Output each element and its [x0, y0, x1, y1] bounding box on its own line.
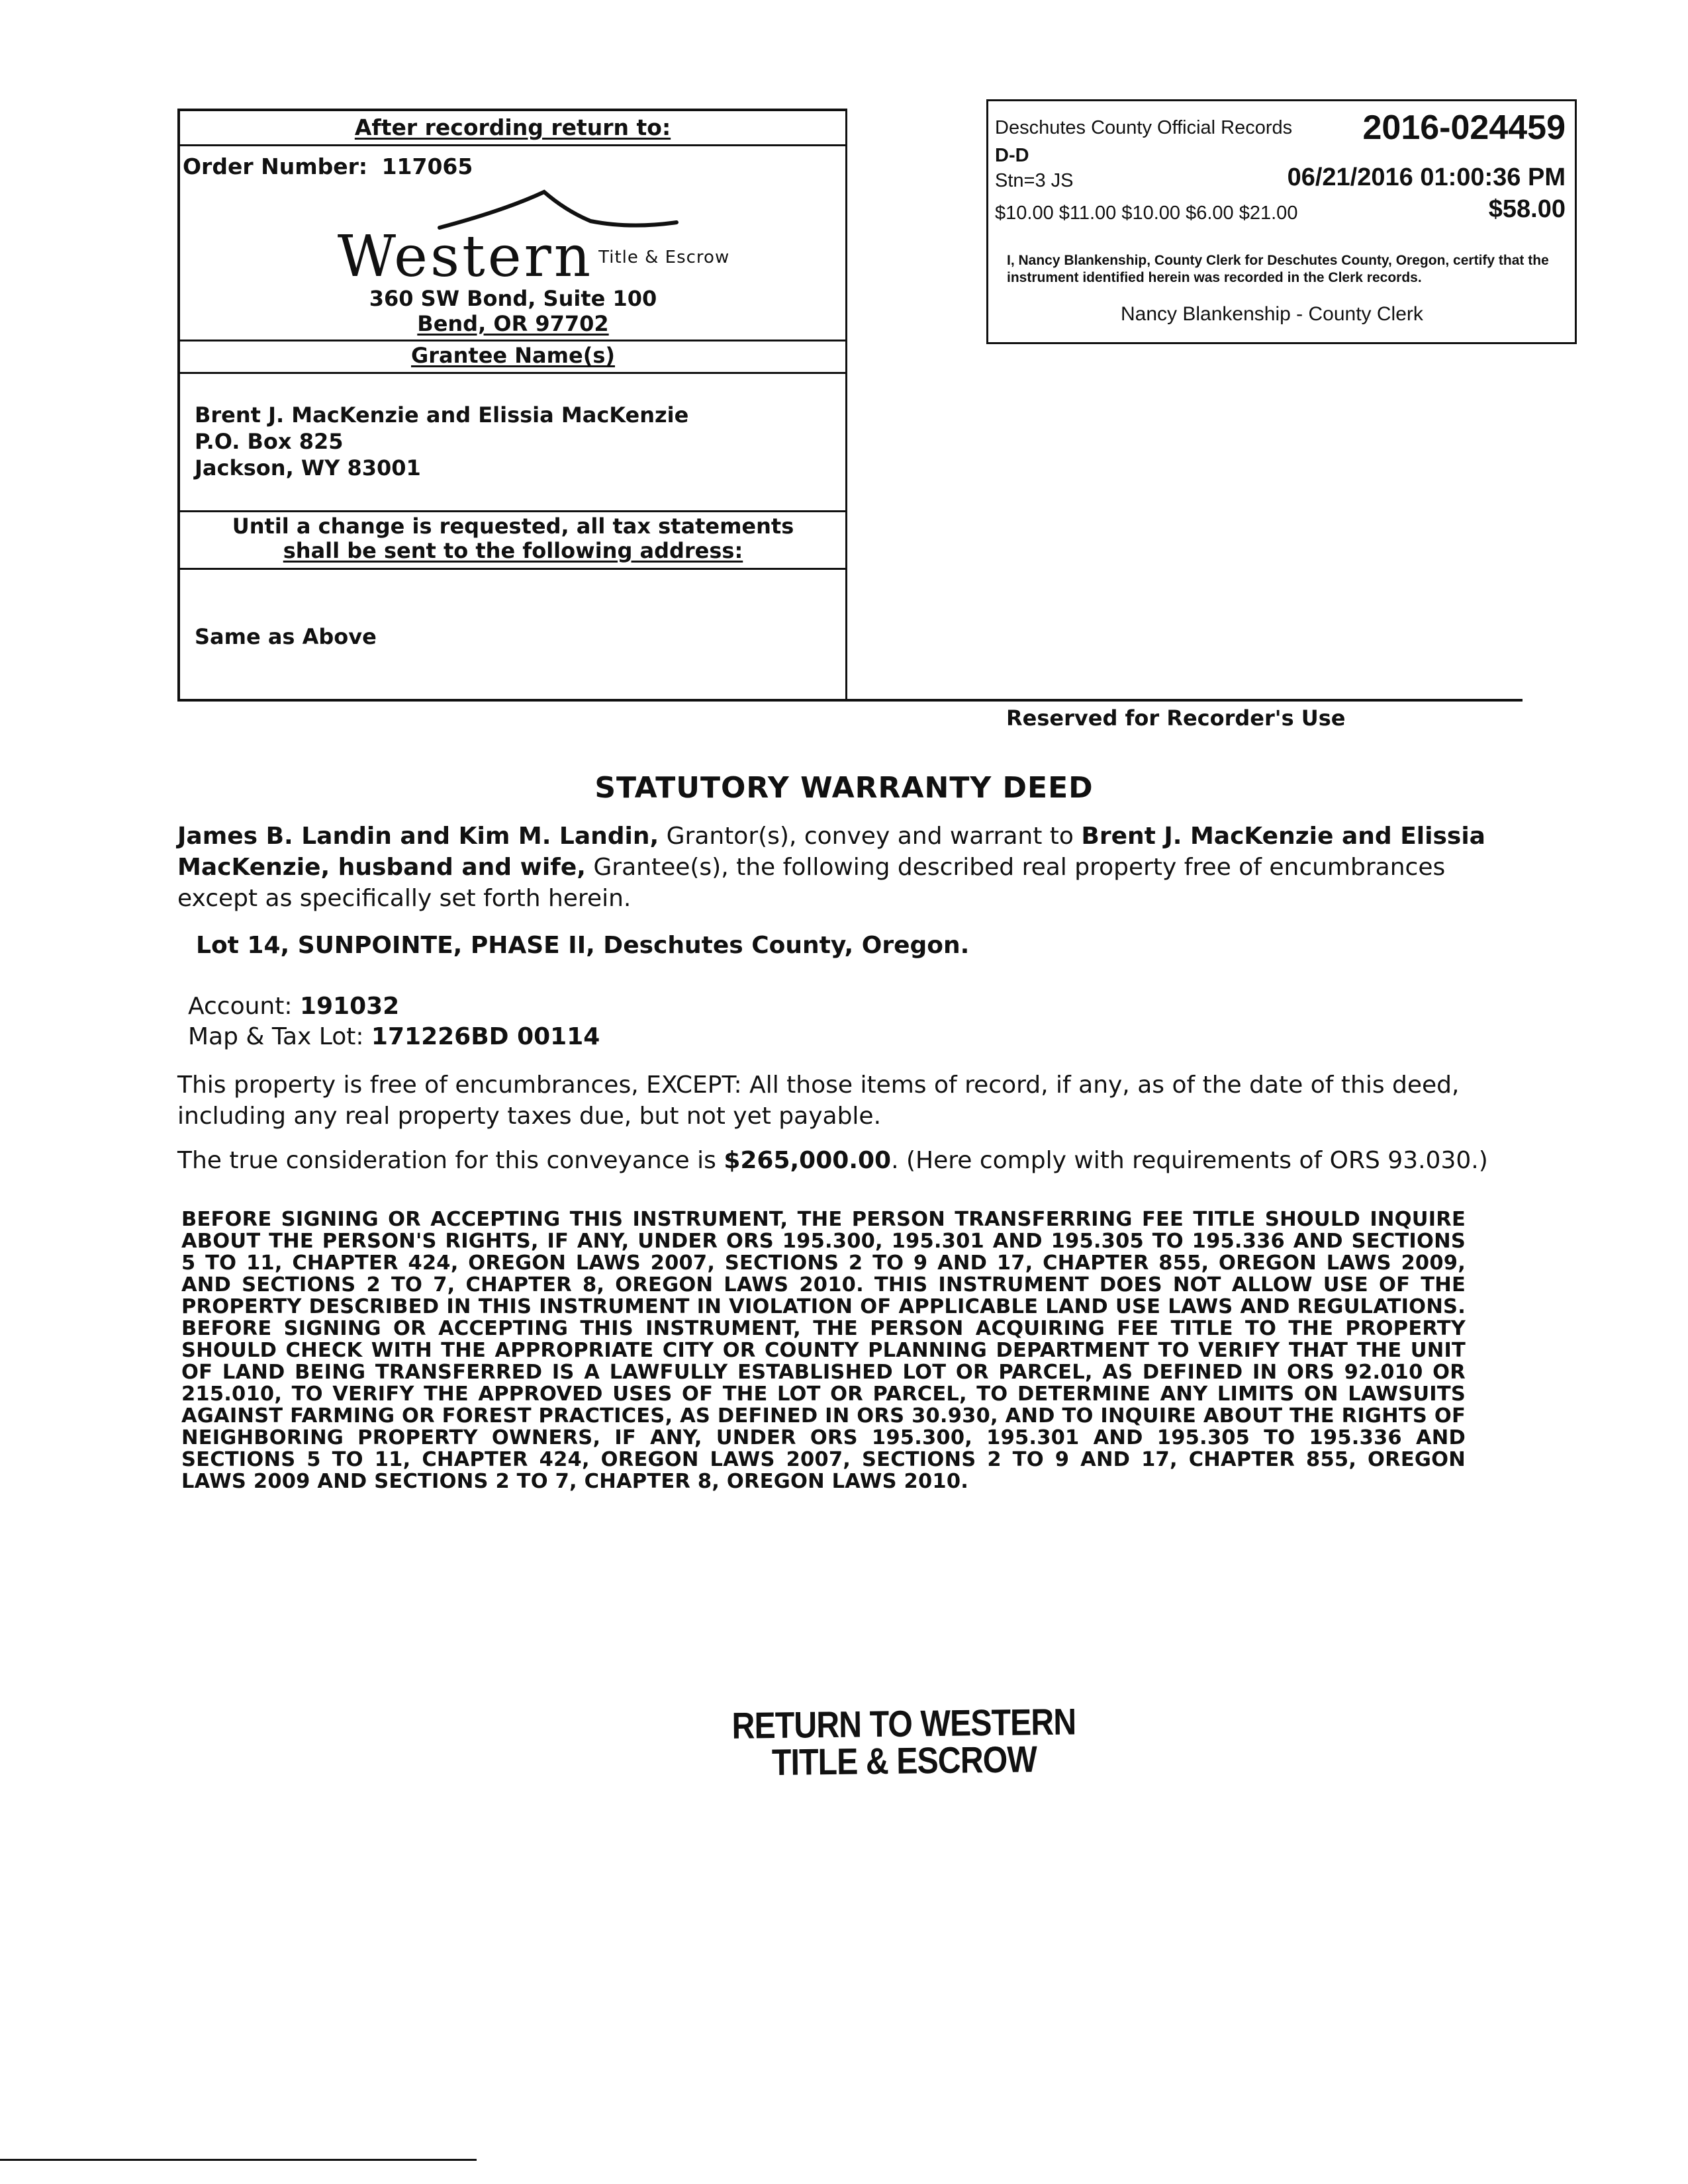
account-number: 191032 [299, 993, 400, 1020]
map-tax-lot-number: 171226BD 00114 [371, 1023, 600, 1050]
consideration-amount: $265,000.00 [724, 1147, 892, 1174]
tax-statement-header-2: shall be sent to the following address: [283, 538, 743, 563]
divider [180, 372, 845, 374]
recording-fees: $10.00 $11.00 $10.00 $6.00 $21.00 [995, 203, 1298, 224]
recording-datetime: 06/21/2016 01:00:36 PM [1287, 163, 1566, 191]
recording-stamp [986, 99, 1577, 344]
divider [180, 568, 845, 570]
grantee-address: P.O. Box 825 [195, 429, 344, 454]
legal-description: Lot 14, SUNPOINTE, PHASE II, Deschutes County, Oregon. [196, 932, 970, 959]
company-logo: Western $^{Title \& Escrow}$ [337, 224, 730, 290]
recording-total: $58.00 [1488, 195, 1566, 223]
recorder-rule [847, 699, 1523, 702]
statutory-warning: BEFORE SIGNING OR ACCEPTING THIS INSTRUMENT, THE PERSON TRANSFERRING FEE TITLE SHOULD INQUIRE ABOUT THE PERSON'S RIGHTS, IF ANY, UNDER ORS 195.300, 195.301 AND 195.305 TO 195.336 AND SECTIONS 5 TO 11, CHAPTER 424, OREGON LAWS 2007, SECTIONS 2 TO 9 AND 17, CHAPTER 855, OREGON LAWS 2009, AND SECTIONS 2 TO 7, CHAPTER 8, OREGON LAWS 2010. THIS INSTRUMENT DOES NOT ALLOW USE OF THE PROPERTY DESCRIBED IN THIS INSTRUMENT IN VIOLATION OF APPLICABLE LAND USE LAWS AND REGULATIONS. BEFORE SIGNING OR ACCEPTING THIS INSTRUMENT, THE PERSON ACQUIRING FEE TITLE TO THE PROPERTY SHOULD CHECK WITH THE APPROPRIATE CITY OR COUNTY PLANNING DEPARTMENT TO VERIFY THAT THE UNIT OF LAND BEING TRANSFERRED IS A LAWFULLY ESTABLISHED LOT OR PARCEL, AS DEFINED IN ORS 92.010 OR 215.010, TO VERIFY THE APPROVED USES OF THE LOT OR PARCEL, TO DETERMINE ANY LIMITS ON LAWSUITS AGAINST FARMING OR FOREST PRACTICES, AS DEFINED IN ORS 30.930, AND TO INQUIRE ABOUT THE RIGHTS OF NEIGHBORING PROPERTY OWNERS, IF ANY, UNDER ORS 195.300, 195.301 AND 195.305 TO 195.336 AND SECTIONS 5 TO 11, CHAPTER 424, OREGON LAWS 2007, SECTIONS 2 TO 9 AND 17, CHAPTER 855, OREGON LAWS 2009 AND SECTIONS 2 TO 7, CHAPTER 8, OREGON LAWS 2010. [181, 1208, 1466, 1493]
grantee-name: Brent J. MacKenzie and Elissia MacKenzie [195, 402, 689, 428]
exceptions-paragraph: This property is free of encumbrances, EXCEPT: All those items of record, if any, as of the date of this deed, including any real property taxes due, but not yet payable. [177, 1071, 1460, 1130]
recording-office: Deschutes County Official Records [995, 117, 1293, 138]
clerk-signature: Nancy Blankenship - County Clerk [1121, 303, 1423, 325]
footer-rule [0, 2159, 477, 2161]
deed-title: STATUTORY WARRANTY DEED [594, 771, 1094, 805]
account-line: Account: 191032 [188, 993, 400, 1020]
grantee-names: Brent J. MacKenzie and Elissia MacKenzie, husband and wife, [177, 823, 1485, 881]
grantee-city: Jackson, WY 83001 [195, 455, 421, 480]
return-address-city: Bend, OR 97702 [417, 311, 609, 336]
recorder-label: Reserved for Recorder's Use [1006, 705, 1346, 731]
divider [180, 340, 845, 341]
return-address-street: 360 SW Bond, Suite 100 [369, 286, 657, 311]
tax-statement-header: Until a change is requested, all tax statements [232, 514, 794, 539]
return-stamp: RETURN TO WESTERN TITLE & ESCROW [731, 1700, 1076, 1784]
consideration-paragraph: The true consideration for this conveyance is $265,000.00. (Here comply with requirements of ORS 93.030.) [177, 1147, 1488, 1174]
recording-number: 2016-024459 [1362, 109, 1566, 147]
recording-station: Stn=3 JS [995, 170, 1074, 191]
order-number: Order Number: 117065 [183, 154, 473, 179]
return-address-box [177, 109, 847, 702]
divider [180, 510, 845, 512]
grantor-names: James B. Landin and Kim M. Landin, [177, 823, 659, 850]
return-header: After recording return to: [180, 111, 845, 146]
clerk-certification: I, Nancy Blankenship, County Clerk for Deschutes County, Oregon, certify that the instrument identified herein was recorded in the Clerk records. [1007, 253, 1549, 285]
recording-type: D-D [995, 145, 1029, 166]
tax-address: Same as Above [195, 624, 377, 649]
grantee-header: Grantee Name(s) [411, 343, 615, 368]
map-tax-lot-line: Map & Tax Lot: 171226BD 00114 [188, 1023, 600, 1050]
grant-paragraph: James B. Landin and Kim M. Landin, Grantor(s), convey and warrant to Brent J. MacKenzie and Elissia MacKenzie, husband and wife, Grantee(s), the following described real property free of encumbrances except as specifically set forth herein. [177, 823, 1485, 912]
